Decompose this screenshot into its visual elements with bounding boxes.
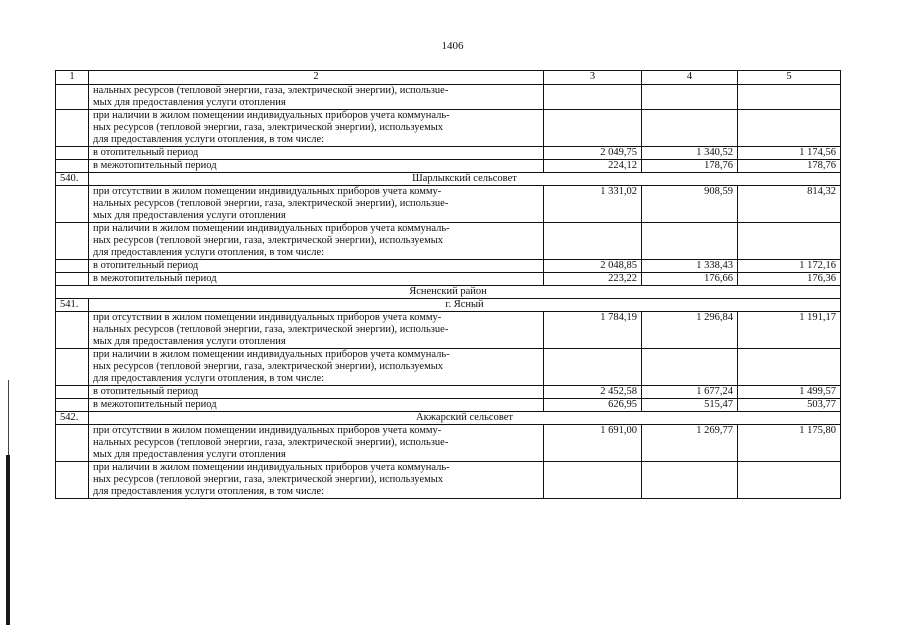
value-col-4: 1 296,84 xyxy=(642,312,738,349)
section-title: г. Ясный xyxy=(89,299,841,312)
description-line: мых для предоставления услуги отопления xyxy=(93,210,286,221)
section-title: Шарлыкский сельсовет xyxy=(89,173,841,186)
row-number-cell xyxy=(56,147,89,160)
table-row xyxy=(56,147,841,160)
value-col-5: 1 499,57 xyxy=(738,386,841,399)
description-line: при отсутствии в жилом помещении индивидуальных приборов учета комму- xyxy=(93,312,442,323)
description-line: мых для предоставления услуги отопления xyxy=(93,336,286,347)
row-number-cell xyxy=(56,110,89,147)
description-line: нальных ресурсов (тепловой энергии, газа, электрической энергии), использue- xyxy=(93,437,449,448)
value-col-3: 1 331,02 xyxy=(544,186,642,223)
section-row xyxy=(56,412,841,425)
table-row xyxy=(56,160,841,173)
description-line: нальных ресурсов (тепловой энергии, газа, электрической энергии), использue- xyxy=(93,198,449,209)
value-col-5: 1 174,56 xyxy=(738,147,841,160)
row-number-cell xyxy=(56,160,89,173)
row-number-cell xyxy=(56,312,89,349)
value-col-3 xyxy=(544,462,642,499)
value-col-3: 1 784,19 xyxy=(544,312,642,349)
page-number: 1406 xyxy=(441,40,464,52)
row-number-cell xyxy=(56,425,89,462)
section-number: 540. xyxy=(56,173,89,186)
value-col-4: 515,47 xyxy=(642,399,738,412)
tariff-table xyxy=(55,70,841,499)
header-cell-2: 2 xyxy=(89,71,544,85)
value-col-4: 908,59 xyxy=(642,186,738,223)
row-description xyxy=(89,349,544,386)
table-row xyxy=(56,349,841,386)
section-row xyxy=(56,299,841,312)
value-col-5: 1 175,80 xyxy=(738,425,841,462)
row-number-cell xyxy=(56,462,89,499)
description-line: в межотопительный период xyxy=(93,273,217,284)
table-row xyxy=(56,223,841,260)
value-col-5: 178,76 xyxy=(738,160,841,173)
value-col-3 xyxy=(544,223,642,260)
value-col-3 xyxy=(544,110,642,147)
value-col-5 xyxy=(738,349,841,386)
value-col-3: 223,22 xyxy=(544,273,642,286)
value-col-3 xyxy=(544,349,642,386)
scan-edge-mark xyxy=(6,455,10,625)
row-description xyxy=(89,110,544,147)
row-description xyxy=(89,386,544,399)
description-line: ных ресурсов (тепловой энергии, газа, электрической энергии), используемых xyxy=(93,361,444,372)
description-line: при наличии в жилом помещении индивидуальных приборов учета коммуналь- xyxy=(93,110,450,121)
description-line: мых для предоставления услуги отопления xyxy=(93,97,286,108)
row-description xyxy=(89,260,544,273)
table-row xyxy=(56,386,841,399)
row-description xyxy=(89,85,544,110)
value-col-3: 1 691,00 xyxy=(544,425,642,462)
row-description xyxy=(89,223,544,260)
row-description xyxy=(89,147,544,160)
value-col-4 xyxy=(642,462,738,499)
value-col-3 xyxy=(544,85,642,110)
value-col-3: 626,95 xyxy=(544,399,642,412)
description-line: при отсутствии в жилом помещении индивидуальных приборов учета комму- xyxy=(93,186,442,197)
description-line: в межотопительный период xyxy=(93,399,217,410)
description-line: в отопительный период xyxy=(93,386,199,397)
description-line: в межотопительный период xyxy=(93,160,217,171)
description-line: для предоставления услуги отопления, в том числе: xyxy=(93,373,325,384)
scan-edge-mark-thin xyxy=(8,380,9,460)
value-col-5 xyxy=(738,110,841,147)
value-col-4: 176,66 xyxy=(642,273,738,286)
value-col-4 xyxy=(642,349,738,386)
header-cell-1: 1 xyxy=(56,71,89,85)
section-row xyxy=(56,173,841,186)
description-line: ных ресурсов (тепловой энергии, газа, электрической энергии), используемых xyxy=(93,122,444,133)
description-line: нальных ресурсов (тепловой энергии, газа, электрической энергии), использue- xyxy=(93,85,449,96)
value-col-4 xyxy=(642,85,738,110)
value-col-5 xyxy=(738,223,841,260)
value-col-5 xyxy=(738,85,841,110)
value-col-3: 2 452,58 xyxy=(544,386,642,399)
table-row xyxy=(56,399,841,412)
table-row xyxy=(56,425,841,462)
table-row xyxy=(56,260,841,273)
description-line: нальных ресурсов (тепловой энергии, газа, электрической энергии), использue- xyxy=(93,324,449,335)
description-line: ных ресурсов (тепловой энергии, газа, электрической энергии), используемых xyxy=(93,474,444,485)
row-number-cell xyxy=(56,85,89,110)
value-col-4 xyxy=(642,223,738,260)
description-line: для предоставления услуги отопления, в том числе: xyxy=(93,486,325,497)
table-row xyxy=(56,312,841,349)
value-col-5: 814,32 xyxy=(738,186,841,223)
district-title: Ясненский район xyxy=(56,286,841,299)
description-line: в отопительный период xyxy=(93,147,199,158)
description-line: при наличии в жилом помещении индивидуальных приборов учета коммуналь- xyxy=(93,349,450,360)
table-row xyxy=(56,85,841,110)
row-description xyxy=(89,399,544,412)
value-col-5: 503,77 xyxy=(738,399,841,412)
row-number-cell xyxy=(56,260,89,273)
table-body xyxy=(56,71,841,499)
value-col-5: 1 191,17 xyxy=(738,312,841,349)
row-number-cell xyxy=(56,223,89,260)
table-row xyxy=(56,273,841,286)
district-row xyxy=(56,286,841,299)
table-row xyxy=(56,186,841,223)
value-col-4: 1 677,24 xyxy=(642,386,738,399)
row-number-cell xyxy=(56,273,89,286)
header-cell-3: 3 xyxy=(544,71,642,85)
description-line: ных ресурсов (тепловой энергии, газа, электрической энергии), используемых xyxy=(93,235,444,246)
header-row xyxy=(56,71,841,85)
header-cell-5: 5 xyxy=(738,71,841,85)
section-number: 541. xyxy=(56,299,89,312)
value-col-5 xyxy=(738,462,841,499)
value-col-3: 2 049,75 xyxy=(544,147,642,160)
description-line: в отопительный период xyxy=(93,260,199,271)
value-col-4: 178,76 xyxy=(642,160,738,173)
row-description xyxy=(89,160,544,173)
table-row xyxy=(56,110,841,147)
row-number-cell xyxy=(56,386,89,399)
section-title: Акжарский сельсовет xyxy=(89,412,841,425)
row-description xyxy=(89,186,544,223)
value-col-5: 176,36 xyxy=(738,273,841,286)
row-number-cell xyxy=(56,349,89,386)
row-number-cell xyxy=(56,186,89,223)
header-cell-4: 4 xyxy=(642,71,738,85)
table-row xyxy=(56,462,841,499)
value-col-4: 1 340,52 xyxy=(642,147,738,160)
value-col-4 xyxy=(642,110,738,147)
description-line: для предоставления услуги отопления, в том числе: xyxy=(93,247,325,258)
description-line: при наличии в жилом помещении индивидуальных приборов учета коммуналь- xyxy=(93,462,450,473)
row-number-cell xyxy=(56,399,89,412)
row-description xyxy=(89,273,544,286)
value-col-4: 1 338,43 xyxy=(642,260,738,273)
value-col-3: 224,12 xyxy=(544,160,642,173)
row-description xyxy=(89,312,544,349)
description-line: при наличии в жилом помещении индивидуальных приборов учета коммуналь- xyxy=(93,223,450,234)
value-col-5: 1 172,16 xyxy=(738,260,841,273)
description-line: при отсутствии в жилом помещении индивидуальных приборов учета комму- xyxy=(93,425,442,436)
description-line: для предоставления услуги отопления, в том числе: xyxy=(93,134,325,145)
value-col-4: 1 269,77 xyxy=(642,425,738,462)
value-col-3: 2 048,85 xyxy=(544,260,642,273)
description-line: мых для предоставления услуги отопления xyxy=(93,449,286,460)
row-description xyxy=(89,462,544,499)
row-description xyxy=(89,425,544,462)
section-number: 542. xyxy=(56,412,89,425)
